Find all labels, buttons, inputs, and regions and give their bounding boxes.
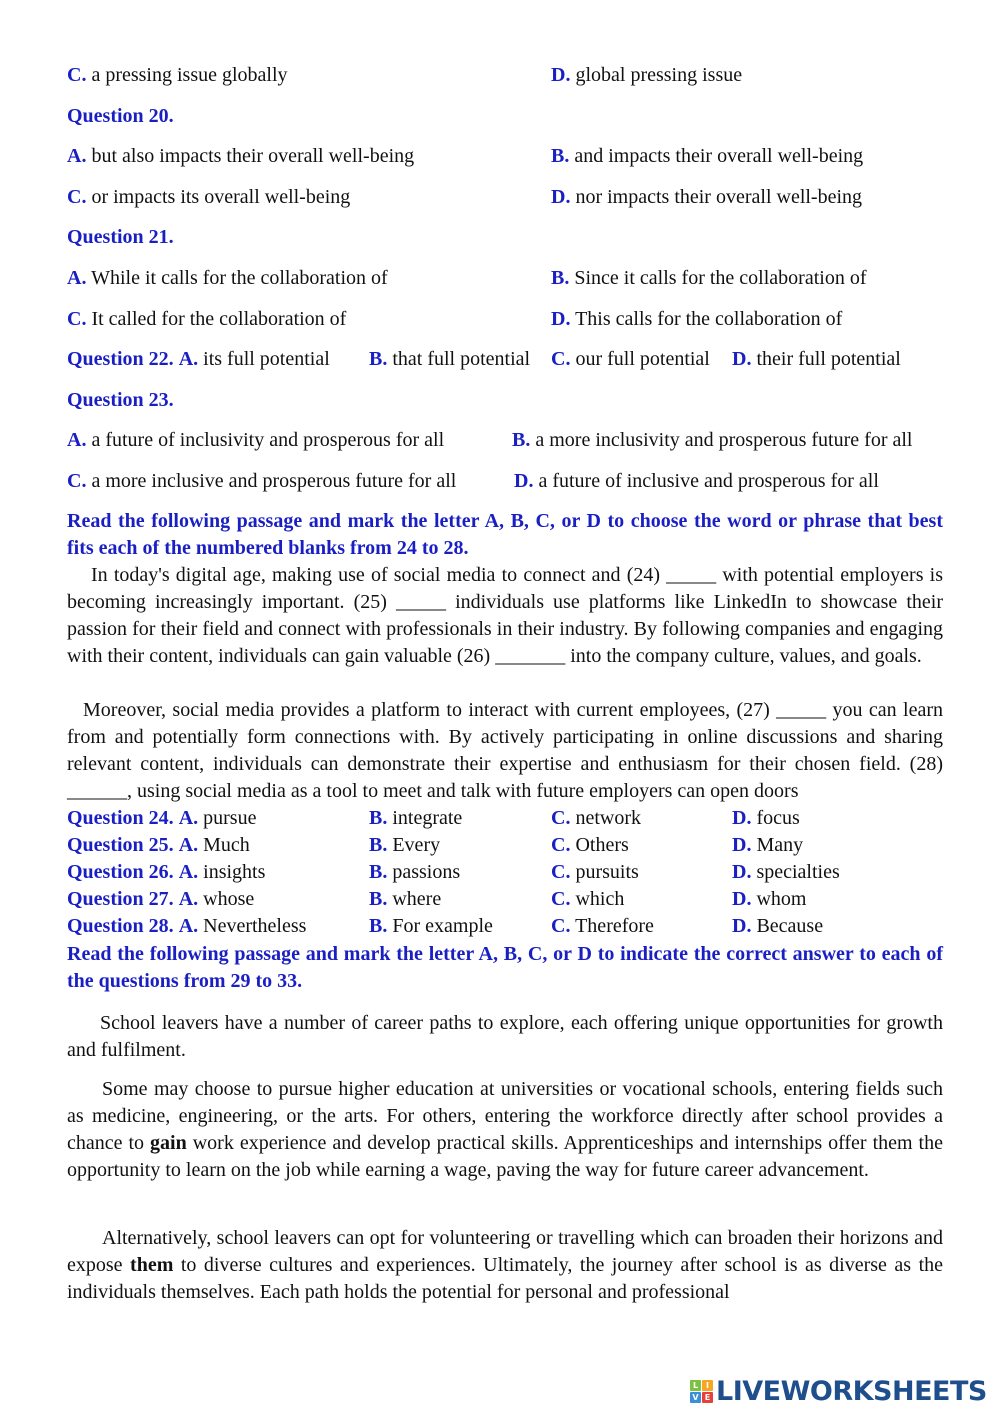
question-26-row	[67, 859, 967, 886]
option-letter: D.	[732, 861, 752, 883]
option-letter: C.	[551, 834, 571, 856]
logo-tile: V	[690, 1392, 701, 1403]
option-letter: D.	[732, 348, 752, 370]
option-letter: A.	[67, 145, 87, 167]
option-letter: C.	[67, 64, 87, 86]
question-27-row	[67, 886, 967, 913]
question-22-row	[67, 347, 330, 371]
q21-option-d	[551, 307, 842, 331]
paragraph-text: to diverse cultures and experiences. Ultimately, the journey after school is as diverse as the individuals themselves. Each path holds the potential for personal and professional	[67, 1254, 943, 1303]
q19-option-d	[551, 63, 742, 87]
option-letter: B.	[369, 915, 388, 937]
option-text: pursuits	[575, 861, 639, 883]
option-text: a pressing issue globally	[91, 64, 288, 86]
option-text: global pressing issue	[575, 64, 743, 86]
section-29-33-instruction: Read the following passage and mark the letter A, B, C, or D to indicate the correct answer to each of the questions from 29 to 33.	[67, 943, 943, 992]
option-text: where	[392, 888, 442, 910]
option-text: passions	[392, 861, 461, 883]
question-label: Question 27.	[67, 888, 174, 910]
question-label: Question 25.	[67, 834, 174, 856]
question-22-label: Question 22.	[67, 348, 174, 370]
question-label: Question 24.	[67, 807, 174, 829]
option-letter: B.	[369, 807, 388, 829]
option-text: nor impacts their overall well-being	[575, 186, 863, 208]
option-letter: A.	[178, 348, 199, 370]
logo-wordmark: LIVEWORKSHEETS	[716, 1375, 987, 1407]
option-text: their full potential	[756, 348, 901, 370]
q23-option-a	[67, 428, 444, 452]
passage-29-33-paragraph-2	[67, 1076, 943, 1184]
option-text: our full potential	[575, 348, 710, 370]
q22-option-c	[551, 347, 710, 371]
option-letter: C.	[551, 348, 571, 370]
q22-option-b	[369, 347, 530, 371]
option-letter: D.	[732, 915, 752, 937]
option-text: For example	[392, 915, 493, 937]
q19-option-c	[67, 63, 288, 87]
paragraph-text: work experience and develop practical skills. Apprenticeships and internships offer them the opportunity to learn on the job while earning a wage, paving the way for future career advancement.	[67, 1132, 943, 1181]
q20-option-d	[551, 185, 862, 209]
q22-option-d	[732, 347, 901, 371]
option-text: that full potential	[392, 348, 531, 370]
option-text: This calls for the collaboration of	[575, 308, 843, 330]
q20-option-b	[551, 144, 863, 168]
passage-24-28-paragraph-2: Moreover, social media provides a platform to interact with current employees, (27) _____ you can learn from and potentially form connections with. By actively participating in online discussions and sharing relevant content, individuals can demonstrate their expertise and enthusiasm for their chosen field. (28) ______, using social media as a tool to meet and talk with future employers can open doors	[67, 699, 943, 802]
passage-29-33-paragraph-1: School leavers have a number of career paths to explore, each offering unique opportunities for growth and fulfilment.	[67, 1012, 943, 1061]
question-24-row	[67, 805, 967, 832]
option-letter: C.	[67, 186, 87, 208]
option-text: Many	[756, 834, 804, 856]
option-text: a more inclusivity and prosperous future for all	[535, 429, 913, 451]
question-label: Question 28.	[67, 915, 174, 937]
q20-option-a	[67, 144, 414, 168]
option-letter: D.	[732, 888, 752, 910]
option-text: specialties	[756, 861, 840, 883]
option-text: which	[575, 888, 625, 910]
option-letter: C.	[67, 308, 87, 330]
option-letter: C.	[551, 807, 571, 829]
question-20-label: Question 20.	[67, 105, 174, 127]
option-letter: C.	[551, 915, 571, 937]
option-letter: B.	[551, 267, 570, 289]
option-letter: A.	[67, 429, 87, 451]
option-text: focus	[756, 807, 800, 829]
option-text: whom	[756, 888, 807, 910]
q23-option-b	[512, 428, 912, 452]
q21-option-a	[67, 266, 388, 290]
option-text: its full potential	[203, 348, 330, 370]
liveworksheets-logo	[690, 1376, 987, 1406]
passage-29-33-paragraph-3	[67, 1225, 943, 1306]
live-tiles-icon	[690, 1380, 713, 1403]
q23-option-c	[67, 469, 456, 493]
option-letter: D.	[551, 186, 571, 208]
question-28-row	[67, 913, 967, 940]
option-letter: C.	[67, 470, 87, 492]
option-text: network	[575, 807, 641, 829]
option-text: insights	[203, 861, 266, 883]
option-letter: A.	[178, 834, 199, 856]
section-24-28-instruction: Read the following passage and mark the letter A, B, C, or D to choose the word or phrase that best fits each of the numbered blanks from 24 to 28.	[67, 510, 943, 559]
option-letter: A.	[178, 807, 199, 829]
option-text: Every	[392, 834, 441, 856]
option-text: or impacts its overall well-being	[91, 186, 351, 208]
question-23-label: Question 23.	[67, 389, 174, 411]
option-letter: B.	[551, 145, 570, 167]
option-text: a future of inclusivity and prosperous for all	[91, 429, 445, 451]
option-letter: D.	[551, 308, 571, 330]
option-text: Nevertheless	[203, 915, 307, 937]
option-text: It called for the collaboration of	[91, 308, 347, 330]
option-text: and impacts their overall well-being	[574, 145, 864, 167]
q21-option-b	[551, 266, 866, 290]
logo-tile: L	[690, 1380, 701, 1391]
highlighted-word-them: them	[130, 1254, 174, 1276]
option-letter: A.	[178, 888, 199, 910]
option-text: Therefore	[575, 915, 654, 937]
highlighted-word-gain: gain	[150, 1132, 187, 1154]
option-letter: A.	[67, 267, 87, 289]
option-letter: B.	[369, 861, 388, 883]
q20-option-c	[67, 185, 350, 209]
option-letter: D.	[732, 834, 752, 856]
passage-24-28-paragraph-1: In today's digital age, making use of social media to connect and (24) _____ with potential employers is becoming increasingly important. (25) _____ individuals use platforms like LinkedIn to showcase their passion for their field and connect with professionals in their industry. By following companies and engaging with their content, individuals can gain valuable (26) _______ into the company culture, values, and goals.	[67, 564, 943, 667]
option-text: whose	[203, 888, 255, 910]
option-letter: D.	[551, 64, 571, 86]
option-letter: B.	[369, 888, 388, 910]
question-25-row	[67, 832, 967, 859]
option-letter: B.	[369, 348, 388, 370]
option-letter: D.	[732, 807, 752, 829]
option-text: a future of inclusive and prosperous for all	[538, 470, 879, 492]
paragraph-text: Some may choose to pursue higher education at universities or vocational schools, entering fields such as medicine, engineering, or the arts. For others, entering the workforce directly after school provides a chance to	[67, 1078, 943, 1154]
option-letter: A.	[178, 861, 199, 883]
option-letter: C.	[551, 861, 571, 883]
option-text: Since it calls for the collaboration of	[574, 267, 867, 289]
option-text: Much	[203, 834, 250, 856]
option-letter: B.	[512, 429, 531, 451]
option-text: Because	[756, 915, 824, 937]
question-21-label: Question 21.	[67, 226, 174, 248]
q21-option-c	[67, 307, 346, 331]
option-text: While it calls for the collaboration of	[91, 267, 388, 289]
option-letter: A.	[178, 915, 199, 937]
q23-option-d	[514, 469, 879, 493]
option-text: pursue	[203, 807, 257, 829]
paragraph-text: Alternatively, school leavers can opt for volunteering or travelling which can broaden their horizons and expose	[67, 1227, 943, 1276]
option-letter: D.	[514, 470, 534, 492]
option-letter: B.	[369, 834, 388, 856]
logo-tile: I	[702, 1380, 713, 1391]
option-text: Others	[575, 834, 629, 856]
option-text: integrate	[392, 807, 463, 829]
logo-tile: E	[702, 1392, 713, 1403]
option-letter: C.	[551, 888, 571, 910]
question-label: Question 26.	[67, 861, 174, 883]
option-text: a more inclusive and prosperous future for all	[91, 470, 457, 492]
option-text: but also impacts their overall well-being	[91, 145, 415, 167]
